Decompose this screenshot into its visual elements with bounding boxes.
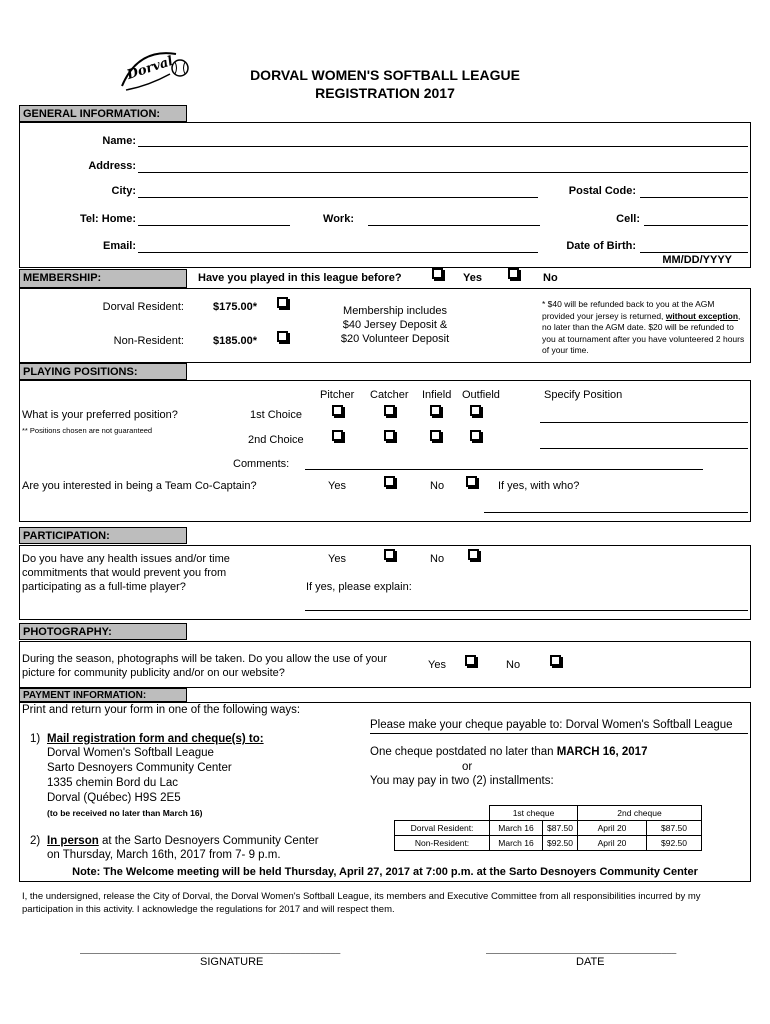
league-logo xyxy=(118,46,196,98)
col-outfield: Outfield xyxy=(462,389,500,401)
method-1-title: Mail registration form and cheque(s) to: xyxy=(47,733,264,745)
health-yes-label: Yes xyxy=(328,553,346,565)
nonresident-checkbox[interactable] xyxy=(277,331,288,342)
cell-field[interactable] xyxy=(644,225,748,226)
table-row xyxy=(395,836,702,851)
cell-label: Cell: xyxy=(616,213,640,225)
captain-with-who-field[interactable] xyxy=(484,512,748,513)
installments-note: You may pay in two (2) installments: xyxy=(370,775,554,787)
health-yes-checkbox[interactable] xyxy=(384,549,395,560)
health-no-checkbox[interactable] xyxy=(468,549,479,560)
dob-field[interactable] xyxy=(640,252,748,253)
health-q-line-2: commitments that would prevent you from xyxy=(22,567,227,579)
captain-yes-label: Yes xyxy=(328,480,346,492)
second-choice-label: 2nd Choice xyxy=(248,434,304,446)
payment-intro: Print and return your form in one of the following ways: xyxy=(22,704,301,716)
addr-line-4: Dorval (Québec) H9S 2E5 xyxy=(47,792,181,804)
title-line-2: REGISTRATION 2017 xyxy=(315,85,455,101)
method-2-number: 2) xyxy=(30,835,41,847)
resident-price: $175.00* xyxy=(213,301,258,313)
method-2-date: on Thursday, March 16th, 2017 from 7- 9 p.m. xyxy=(47,849,281,861)
table-row xyxy=(395,821,702,836)
health-no-label: No xyxy=(430,553,445,565)
col-pitcher: Pitcher xyxy=(320,389,355,401)
row-label: Dorval Resident: xyxy=(395,821,490,836)
logo-text: Dorval xyxy=(125,53,176,83)
method-2-text xyxy=(47,835,319,847)
photography-heading: PHOTOGRAPHY: xyxy=(19,623,187,640)
email-field[interactable] xyxy=(138,252,538,253)
captain-question: Are you interested in being a Team Co-Captain? xyxy=(22,480,257,492)
positions-heading: PLAYING POSITIONS: xyxy=(19,363,187,380)
release-text: I, the undersigned, release the City of Dorval, the Dorval Women's Softball League, its members and Executive Committee from all responsibilities incurred by my participation in this activity. I acknowledge the regulations for 2017 and will respect them. xyxy=(22,891,701,915)
row-date-1: March 16 xyxy=(490,836,543,851)
health-question xyxy=(22,552,230,594)
addr-line-1: Dorval Women's Softball League xyxy=(47,747,214,759)
addr-line-2: Sarto Desnoyers Community Center xyxy=(47,762,232,774)
played-no-checkbox[interactable] xyxy=(508,268,519,279)
row-amount-1: $87.50 xyxy=(543,821,578,836)
signature-label: SIGNATURE xyxy=(200,956,264,968)
row-date-1: March 16 xyxy=(490,821,543,836)
mail-deadline: (to be received no later than March 16) xyxy=(47,808,203,818)
tel-home-field[interactable] xyxy=(138,225,290,226)
welcome-meeting-note: Note: The Welcome meeting will be held Thursday, April 27, 2017 at 7:00 p.m. at the Sarto Desnoyers Community Center xyxy=(72,866,698,878)
captain-no-checkbox[interactable] xyxy=(466,476,477,487)
photo-q-line-2: picture for community publicity and/or on our website? xyxy=(22,667,285,679)
positions-note: ** Positions chosen are not guaranteed xyxy=(22,426,153,435)
includes-line-3: $20 Volunteer Deposit xyxy=(340,333,450,345)
resident-checkbox[interactable] xyxy=(277,297,288,308)
played-yes-checkbox[interactable] xyxy=(432,268,443,279)
second-pitcher-checkbox[interactable] xyxy=(332,430,343,441)
first-specify-field[interactable] xyxy=(540,422,748,423)
payable-underline xyxy=(370,733,748,734)
photo-q-line-1: During the season, photographs will be taken. Do you allow the use of your xyxy=(22,653,388,665)
comments-label: Comments: xyxy=(233,458,290,470)
form-title xyxy=(200,66,570,102)
comments-field[interactable] xyxy=(305,469,703,470)
captain-yes-checkbox[interactable] xyxy=(384,476,395,487)
or-label: or xyxy=(462,761,473,773)
dob-format: MM/DD/YYYY xyxy=(662,254,732,266)
name-field[interactable] xyxy=(138,146,748,147)
method-2-title: In person xyxy=(47,835,99,847)
postal-field[interactable] xyxy=(640,197,748,198)
photo-no-label: No xyxy=(506,659,521,671)
dob-label: Date of Birth: xyxy=(566,240,636,252)
work-field[interactable] xyxy=(368,225,540,226)
first-outfield-checkbox[interactable] xyxy=(470,405,481,416)
membership-heading: MEMBERSHIP: xyxy=(19,269,187,288)
name-label: Name: xyxy=(102,135,136,147)
payable-note: Please make your cheque payable to: Dorval Women's Softball League xyxy=(370,719,733,731)
installment-table xyxy=(394,805,702,851)
row-amount-2: $92.50 xyxy=(647,836,702,851)
city-field[interactable] xyxy=(138,197,538,198)
includes-line-2: $40 Jersey Deposit & xyxy=(342,319,448,331)
nonresident-price: $185.00* xyxy=(213,335,258,347)
first-infield-checkbox[interactable] xyxy=(430,405,441,416)
health-q-line-3: participating as a full-time player? xyxy=(22,581,186,593)
col-catcher: Catcher xyxy=(370,389,409,401)
city-label: City: xyxy=(111,185,136,197)
addr-line-3: 1335 chemin Bord du Lac xyxy=(47,777,179,789)
postdated-note xyxy=(370,746,647,758)
photo-no-checkbox[interactable] xyxy=(550,655,561,666)
method-1-number: 1) xyxy=(30,733,41,745)
postdated-date: MARCH 16, 2017 xyxy=(556,746,648,758)
second-infield-checkbox[interactable] xyxy=(430,430,441,441)
row-amount-2: $87.50 xyxy=(647,821,702,836)
nonresident-label: Non-Resident: xyxy=(113,335,184,347)
refund-note-part1: * $40 will be refunded back to you at the AGM provided your jersey is returned, xyxy=(542,299,715,321)
captain-no-label: No xyxy=(430,480,445,492)
refund-note-part2: , no later than the AGM date. $20 will be refunded to you at tournament after you have volunteered 2 hours of your time. xyxy=(542,310,745,355)
health-explain-field[interactable] xyxy=(305,610,748,611)
photo-yes-checkbox[interactable] xyxy=(465,655,476,666)
date-line[interactable]: ______________________________________ xyxy=(486,944,677,954)
col-infield: Infield xyxy=(422,389,452,401)
title-line-1: DORVAL WOMEN'S SOFTBALL LEAGUE xyxy=(250,67,520,83)
resident-label: Dorval Resident: xyxy=(102,301,184,313)
row-date-2: April 20 xyxy=(578,836,647,851)
second-cheque-header: 2nd cheque xyxy=(578,806,702,821)
address-field[interactable] xyxy=(138,172,748,173)
includes-line-1: Membership includes xyxy=(343,305,447,317)
second-catcher-checkbox[interactable] xyxy=(384,430,395,441)
email-label: Email: xyxy=(102,240,136,252)
first-cheque-header: 1st cheque xyxy=(490,806,578,821)
specify-position-label: Specify Position xyxy=(544,389,623,401)
photo-yes-label: Yes xyxy=(428,659,446,671)
played-no-label: No xyxy=(543,272,558,284)
second-outfield-checkbox[interactable] xyxy=(470,430,481,441)
refund-note-emph: without exception xyxy=(665,310,739,321)
signature-line[interactable]: ____________________________________________________ xyxy=(80,944,341,954)
payment-heading: PAYMENT INFORMATION: xyxy=(19,688,187,702)
address-label: Address: xyxy=(88,160,136,172)
mail-address xyxy=(47,746,232,806)
work-label: Work: xyxy=(323,213,354,225)
second-specify-field[interactable] xyxy=(540,448,748,449)
played-before-question: Have you played in this league before? xyxy=(198,272,402,284)
first-catcher-checkbox[interactable] xyxy=(384,405,395,416)
participation-heading: PARTICIPATION: xyxy=(19,527,187,544)
tel-home-label: Tel: Home: xyxy=(79,213,136,225)
first-pitcher-checkbox[interactable] xyxy=(332,405,343,416)
row-date-2: April 20 xyxy=(578,821,647,836)
photo-question xyxy=(22,652,387,680)
refund-note xyxy=(542,299,748,357)
membership-includes xyxy=(330,304,460,346)
row-amount-1: $92.50 xyxy=(543,836,578,851)
postdated-pre: One cheque postdated no later than xyxy=(370,746,557,758)
played-yes-label: Yes xyxy=(463,272,482,284)
captain-if-yes-label: If yes, with who? xyxy=(498,480,580,492)
date-label: DATE xyxy=(576,956,605,968)
row-label: Non-Resident: xyxy=(395,836,490,851)
health-explain-label: If yes, please explain: xyxy=(306,581,412,593)
preferred-position-question: What is your preferred position? xyxy=(22,409,178,421)
health-q-line-1: Do you have any health issues and/or time xyxy=(22,553,230,565)
general-info-heading: GENERAL INFORMATION: xyxy=(19,105,187,122)
positions-box xyxy=(19,380,751,522)
method-2-desc: at the Sarto Desnoyers Community Center xyxy=(98,835,319,847)
postal-label: Postal Code: xyxy=(568,185,636,197)
first-choice-label: 1st Choice xyxy=(250,409,302,421)
table-header-row xyxy=(395,806,702,821)
